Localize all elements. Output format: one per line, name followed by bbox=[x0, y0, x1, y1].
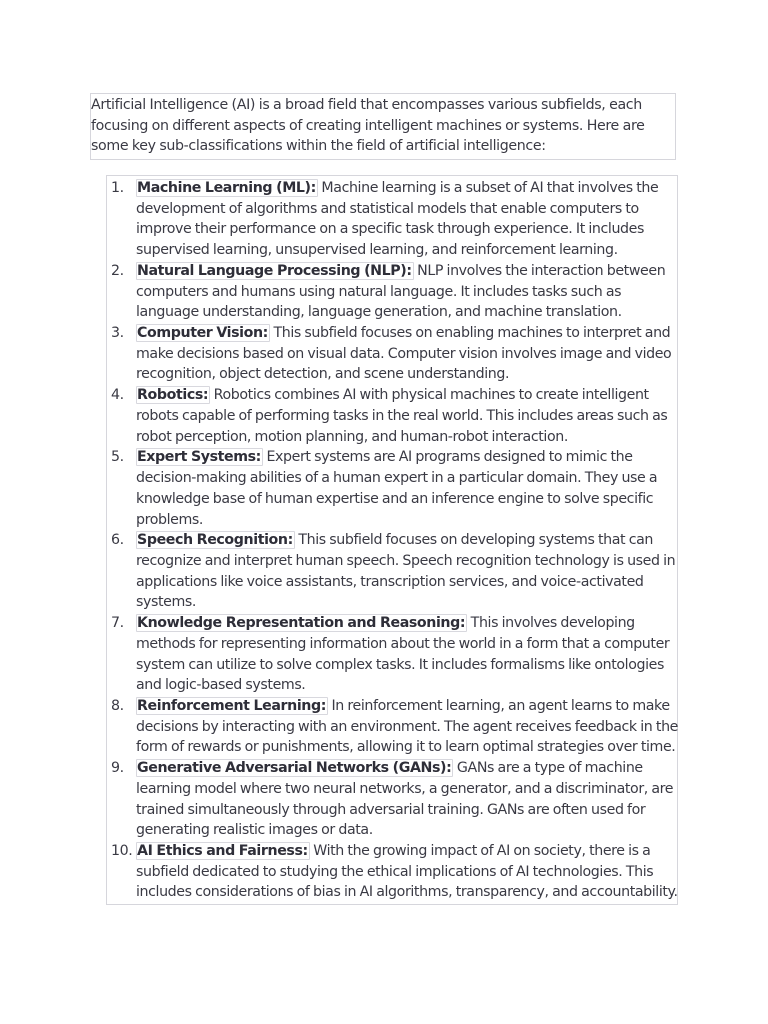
list-item-number: 4. bbox=[111, 387, 124, 404]
list-item-term: Reinforcement Learning: bbox=[137, 697, 327, 714]
list-item-10 bbox=[107, 841, 679, 903]
list-item-term: Natural Language Processing (NLP): bbox=[137, 262, 412, 279]
list-item-number: 3. bbox=[111, 325, 124, 342]
list-item-description: This subfield focuses on enabling machines to interpret and make decisions based on visual data. Computer vision involves image and video recognition, object detection, and scene understanding. bbox=[136, 325, 672, 383]
list-item-term: Knowledge Representation and Reasoning: bbox=[137, 615, 466, 632]
list-item-number: 2. bbox=[111, 262, 124, 279]
list-item-number: 5. bbox=[111, 449, 124, 466]
list-item-term: Robotics: bbox=[137, 387, 209, 404]
list-item-4 bbox=[107, 385, 679, 447]
list-item-9 bbox=[107, 758, 679, 841]
list-item-description: Machine learning is a subset of AI that involves the development of algorithms and statistical models that enable computers to improve their performance on a specific task through experience. It includes supervised learning, unsupervised learning, and reinforcement learning. bbox=[136, 180, 659, 259]
list-item-1 bbox=[107, 178, 679, 261]
list-item-description: This involves developing methods for representing information about the world in a form that a computer system can utilize to solve complex tasks. It includes formalisms like ontologies and logic-based systems. bbox=[136, 615, 670, 694]
list-item-description: Robotics combines AI with physical machines to create intelligent robots capable of performing tasks in the real world. This includes areas such as robot perception, motion planning, and human-robot interaction. bbox=[136, 387, 668, 445]
list-item-number: 6. bbox=[111, 532, 124, 549]
list-item-term: AI Ethics and Fairness: bbox=[137, 843, 308, 859]
list-item-description: GANs are a type of machine learning model where two neural networks, a generator, and a discriminator, are trained simultaneously through adversarial training. GANs are often used for generating realistic images or data. bbox=[136, 760, 674, 839]
subfields-list-box bbox=[106, 175, 678, 905]
list-item-term: Expert Systems: bbox=[137, 449, 261, 466]
list-item-description: This subfield focuses on developing systems that can recognize and interpret human speech. Speech recognition technology is used in applications like voice assistants, transcription services, and voice-activated systems. bbox=[136, 532, 676, 611]
list-item-8 bbox=[107, 696, 679, 758]
list-item-term: Machine Learning (ML): bbox=[137, 180, 316, 196]
list-item-description: In reinforcement learning, an agent learns to make decisions by interacting with an environment. The agent receives feedback in the form of rewards or punishments, allowing it to learn optimal strategies over time. bbox=[136, 697, 678, 756]
list-item-description: Expert systems are AI programs designed to mimic the decision-making abilities of a human expert in a particular domain. They use a knowledge base of human expertise and an inference engine to solve specific problems. bbox=[136, 449, 658, 528]
list-item-7 bbox=[107, 613, 679, 696]
list-item-term: Computer Vision: bbox=[137, 325, 268, 342]
list-item-5 bbox=[107, 447, 679, 530]
list-item-description: With the growing impact of AI on society, there is a subfield dedicated to studying the ethical implications of AI technologies. This includes considerations of bias in AI algorithms, transparency, and accountability. bbox=[136, 843, 678, 901]
list-item-term: Generative Adversarial Networks (GANs): bbox=[137, 760, 452, 777]
list-item-number: 1. bbox=[111, 180, 124, 196]
list-item-description: NLP involves the interaction between computers and humans using natural language. It includes tasks such as language understanding, language generation, and machine translation. bbox=[136, 262, 666, 321]
list-item-number: 10. bbox=[111, 843, 133, 859]
intro-paragraph: Artificial Intelligence (AI) is a broad field that encompasses various subfields, each focusing on different aspects of creating intelligent machines or systems. Here are some key sub-classifications within the field of artificial intelligence: bbox=[90, 93, 676, 160]
list-item-number: 9. bbox=[111, 760, 124, 777]
list-item-number: 7. bbox=[111, 615, 124, 632]
list-item-6 bbox=[107, 530, 679, 613]
subfields-list bbox=[107, 178, 679, 903]
list-item-3 bbox=[107, 323, 679, 385]
list-item-term: Speech Recognition: bbox=[137, 532, 293, 549]
list-item-2 bbox=[107, 261, 679, 323]
list-item-number: 8. bbox=[111, 697, 124, 714]
